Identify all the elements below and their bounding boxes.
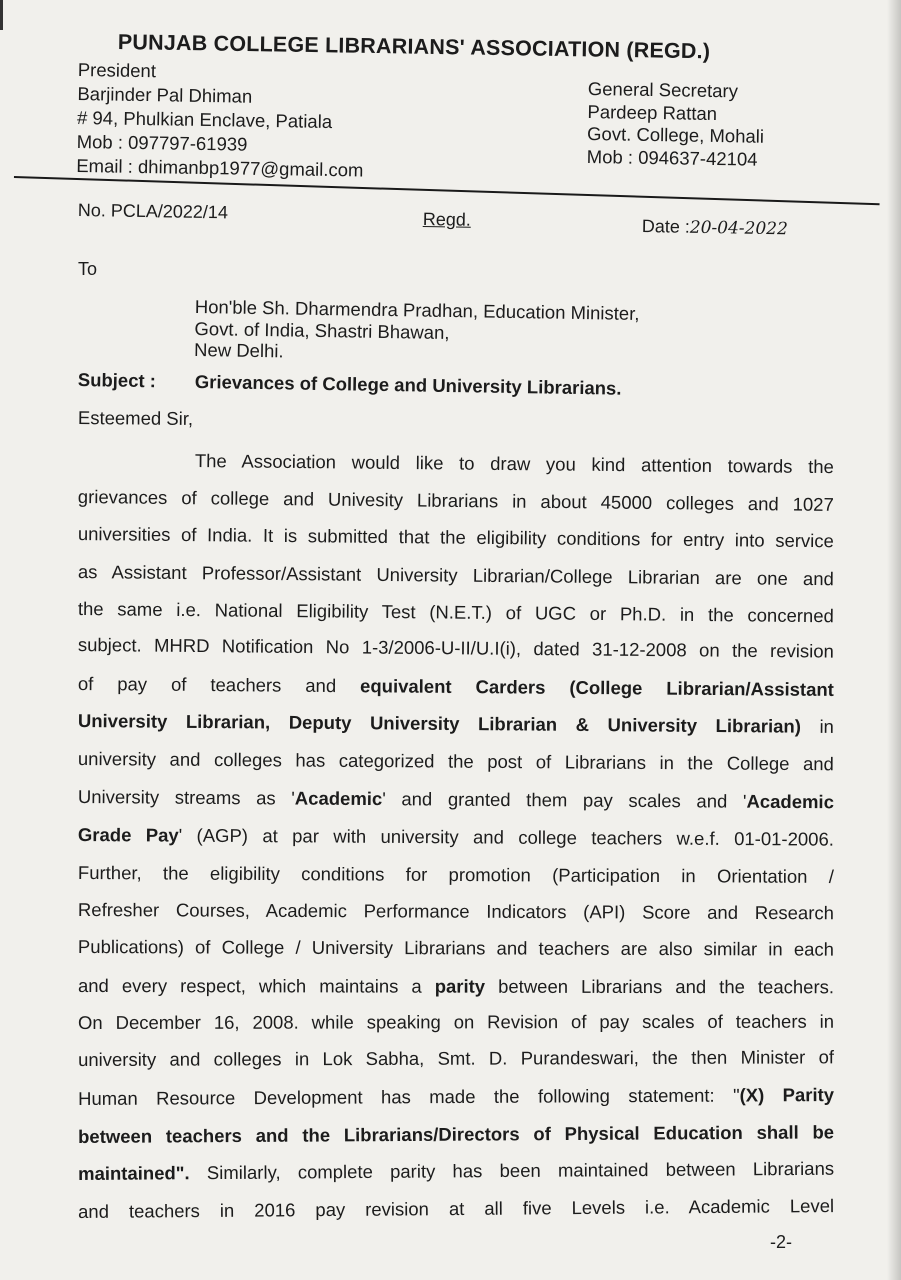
body-line — [78, 1157, 834, 1186]
body-line: as Assistant Professor/Assistant University Librarian/College Librarian are one and — [77, 560, 834, 590]
date-line — [642, 216, 788, 239]
president-name: Barjinder Pal Dhiman — [77, 82, 253, 107]
body-line — [78, 1083, 834, 1111]
recipient-line: New Delhi. — [193, 338, 284, 362]
body-bold-text: maintained". — [78, 1162, 190, 1184]
secretary-name: Pardeep Rattan — [587, 100, 718, 124]
president-email: Email : dhimanbp1977@gmail.com — [76, 154, 364, 181]
subject-text: Grievances of College and University Librarians. — [194, 371, 622, 399]
body-line: between teachers and the Librarians/Directors of Physical Education shall be — [78, 1121, 835, 1147]
body-text: Similarly, complete parity has been maintained between Librarians — [206, 1157, 835, 1184]
edge-mark — [0, 0, 3, 30]
body-line: The Association would like to draw you kind attention towards the — [194, 449, 834, 478]
body-text: ' and granted them pay scales and ' — [382, 788, 747, 812]
recipient-line: Hon'ble Sh. Dharmendra Pradhan, Education Minister, — [194, 296, 640, 324]
body-text: between Librarians and the teachers. — [498, 975, 835, 998]
body-line: grievances of college and Univesity Librarians in about 45000 colleges and 1027 — [77, 485, 834, 515]
body-line: university and colleges in Lok Sabha, Smt. D. Purandeswari, the then Minister of — [78, 1046, 835, 1070]
president-address: # 94, Phulkian Enclave, Patiala — [76, 106, 333, 132]
body-text: University streams as ' — [77, 786, 295, 809]
salutation: Esteemed Sir, — [77, 407, 194, 430]
secretary-block — [587, 78, 765, 171]
body-text: and every respect, which maintains a — [77, 975, 422, 997]
regd-label: Regd. — [422, 209, 472, 230]
recipient-address — [194, 296, 640, 367]
body-line — [78, 785, 834, 814]
body-line: university and colleges has categorized the post of Librarians in the College and — [77, 748, 834, 775]
body-bold-text: equivalent Carders (College Librarian/Assistant — [360, 675, 834, 700]
body-text: in — [819, 715, 834, 737]
body-bold-text: Academic — [746, 790, 834, 813]
body-text: Human Resource Development has made the following statement: " — [78, 1084, 740, 1109]
reference-number: No. PCLA/2022/14 — [77, 200, 229, 223]
body-line: and teachers in 2016 pay revision at all five Levels i.e. Academic Level — [78, 1195, 835, 1222]
body-text: of pay of teachers and — [77, 672, 337, 697]
body-bold-text: Grade Pay — [77, 824, 179, 846]
body-line: Further, the eligibility conditions for promotion (Participation in Orientation / — [77, 862, 834, 887]
secretary-mobile: Mob : 094637-42104 — [586, 145, 758, 170]
date-label: Date : — [641, 216, 691, 237]
body-line — [78, 974, 834, 999]
body-line: Publications) of College / University Librarians and teachers are also similar in each — [77, 936, 834, 960]
body-line: universities of India. It is submitted that the eligibility conditions for entry into service — [77, 522, 834, 552]
body-bold-text: (X) Parity — [739, 1084, 835, 1106]
body-line — [78, 823, 834, 852]
body-line: Refresher Courses, Academic Performance Indicators (API) Score and Research — [77, 899, 834, 924]
president-block — [76, 58, 365, 182]
body-bold-text: University Librarian, Deputy University Librarian & University Librarian) — [77, 709, 802, 737]
secretary-address: Govt. College, Mohali — [586, 122, 765, 147]
body-text: ' (AGP) at par with university and college teachers w.e.f. 01-01-2006. — [178, 824, 834, 850]
secretary-role: General Secretary — [587, 78, 739, 102]
body-line: subject. MHRD Notification No 1-3/2006-U-II/U.I(i), dated 31-12-2008 on the revision — [77, 633, 834, 662]
body-line — [78, 672, 834, 702]
body-line: On December 16, 2008. while speaking on Revision of pay scales of teachers in — [78, 1010, 835, 1033]
body-bold-text: Academic — [294, 787, 383, 810]
recipient-line: Govt. of India, Shastri Bhawan, — [194, 317, 450, 343]
page-edge-shadow — [887, 0, 901, 1280]
president-mobile: Mob : 097797-61939 — [76, 130, 248, 155]
date-value: 20-04-2022 — [689, 217, 789, 240]
to-label: To — [78, 259, 98, 279]
president-role: President — [77, 58, 157, 82]
body-line: the same i.e. National Eligibility Test (N.E.T.) of UGC or Ph.D. in the concerned — [77, 597, 834, 627]
body-line — [78, 709, 834, 739]
body-bold-text: parity — [434, 975, 486, 997]
subject-label: Subject : — [77, 369, 157, 392]
letterhead-title: PUNJAB COLLEGE LIBRARIANS' ASSOCIATION (REGD.) — [117, 30, 711, 64]
page-number: -2- — [770, 1232, 792, 1252]
